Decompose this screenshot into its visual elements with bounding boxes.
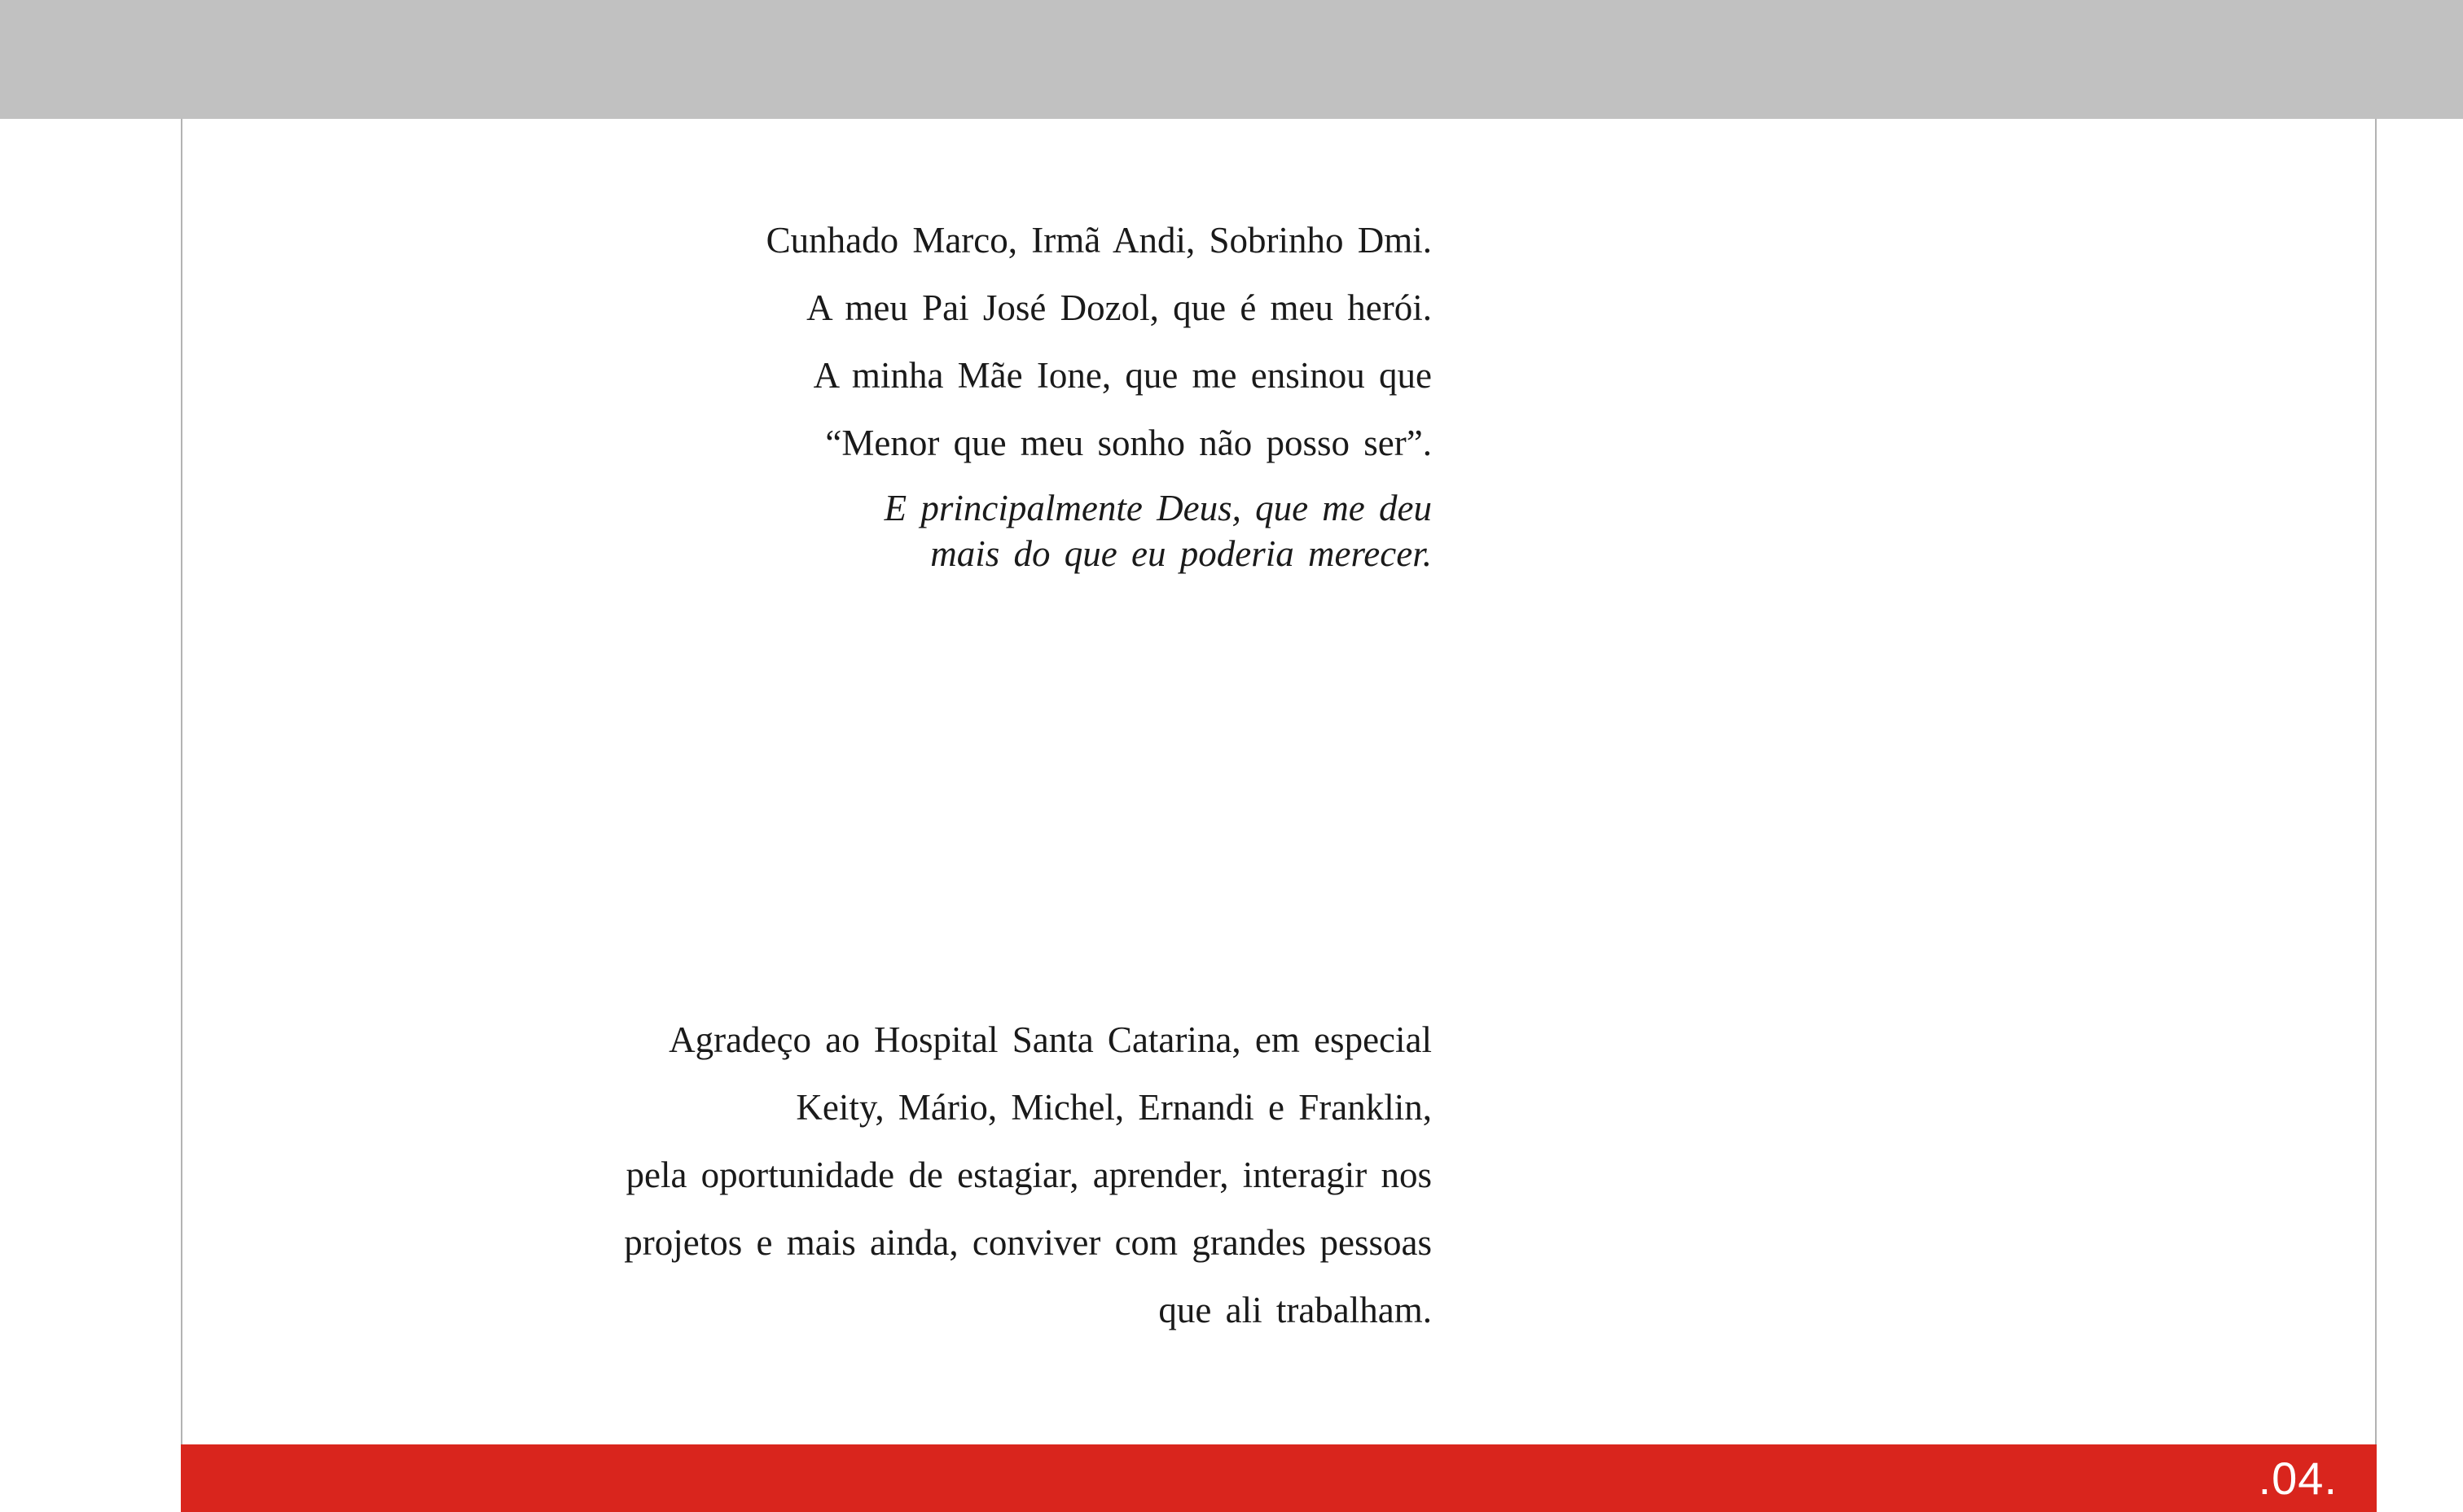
hospital-line: pela oportunidade de estagiar, aprender, interagir nos <box>626 1155 1432 1195</box>
family-line: A minha Mãe Ione, que me ensinou que <box>813 355 1432 396</box>
family-acknowledgement <box>766 215 1432 576</box>
family-line: “Menor que meu sonho não posso ser”. <box>825 423 1432 463</box>
footer-bar <box>181 1444 2377 1512</box>
hospital-acknowledgement <box>624 1015 1432 1352</box>
top-band <box>0 0 2463 119</box>
page-number: .04. <box>2258 1453 2338 1504</box>
family-line: Cunhado Marco, Irmã Andi, Sobrinho Dmi. <box>766 220 1432 261</box>
hospital-line: Keity, Mário, Michel, Ernandi e Franklin, <box>796 1087 1432 1128</box>
italic-line: E principalmente Deus, que me deu <box>884 488 1432 528</box>
italic-line: mais do que eu poderia merecer. <box>930 533 1432 574</box>
hospital-line: que ali trabalham. <box>1158 1290 1432 1330</box>
family-line: A meu Pai José Dozol, que é meu herói. <box>806 287 1432 328</box>
hospital-line: Agradeço ao Hospital Santa Catarina, em especial <box>669 1019 1432 1060</box>
hospital-line: projetos e mais ainda, conviver com grandes pessoas <box>624 1222 1432 1263</box>
